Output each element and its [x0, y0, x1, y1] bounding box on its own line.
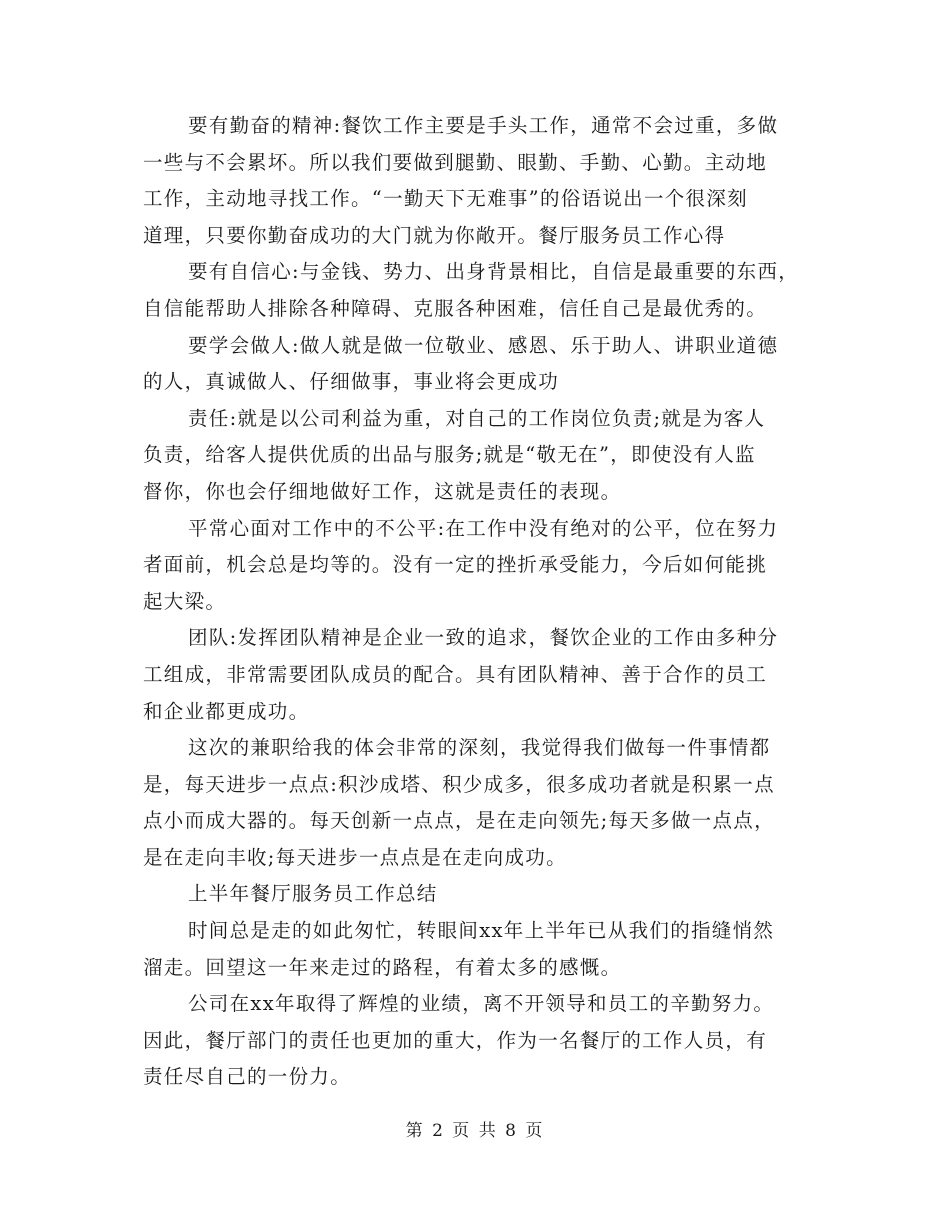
text-line: 者面前，机会总是均等的。没有一定的挫折承受能力，今后如何能挑 — [143, 553, 768, 577]
text-line: 因此，餐厅部门的责任也更加的重大，作为一名餐厅的工作人员，有 — [143, 1028, 768, 1052]
document-body — [143, 108, 823, 1096]
text-line: 公司在xx年取得了辉煌的业绩，离不开领导和员工的辛勤努力。 — [188, 992, 775, 1016]
text-line: 平常心面对工作中的不公平:在工作中没有绝对的公平，位在努力 — [188, 516, 779, 540]
text-line: 工作，主动地寻找工作。“一勤天下无难事”的俗语说出一个很深刻 — [143, 187, 748, 211]
text-line: 要有勤奋的精神:餐饮工作主要是手头工作，通常不会过重，多做 — [188, 114, 779, 137]
text-line: 是在走向丰收;每天进步一点点是在走向成功。 — [143, 845, 567, 869]
text-line: 点小而成大器的。每天创新一点点，是在走向领先;每天多做一点点， — [143, 809, 775, 833]
text-line: 要学会做人:做人就是做一位敬业、感恩、乐于助人、讲职业道德 — [188, 333, 779, 357]
text-line: 起大梁。 — [143, 589, 227, 613]
text-line: 督你，你也会仔细地做好工作，这就是责任的表现。 — [143, 479, 622, 503]
text-line: 责任:就是以公司利益为重，对自己的工作岗位负责;就是为客人 — [188, 406, 766, 430]
text-line: 工组成，非常需要团队成员的配合。具有团队精神、善于合作的员工 — [143, 662, 768, 686]
text-line: 的人，真诚做人、仔细做事，事业将会更成功 — [143, 370, 560, 394]
text-line: 这次的兼职给我的体会非常的深刻，我觉得我们做每一件事情都 — [188, 736, 771, 760]
text-line: 团队:发挥团队精神是企业一致的追求，餐饮企业的工作由多种分 — [188, 626, 779, 650]
text-line: 溜走。回望这一年来走过的路程，有着太多的感慨。 — [143, 955, 622, 979]
text-line: 一些与不会累坏。所以我们要做到腿勤、眼勤、手勤、心勤。主动地 — [143, 150, 768, 174]
text-line: 自信能帮助人排除各种障碍、克服各种困难，信任自己是最优秀的。 — [143, 296, 768, 320]
text-line: 是，每天进步一点点:积沙成塔、积少成多，很多成功者就是积累一点 — [143, 772, 775, 796]
text-line: 和企业都更成功。 — [143, 699, 310, 723]
text-line: 道理，只要你勤奋成功的大门就为你敞开。餐厅服务员工作心得 — [143, 223, 726, 247]
text-line: 负责，给客人提供优质的出品与服务;就是“敬无在”，即使没有人监 — [143, 443, 756, 467]
text-line: 时间总是走的如此匆忙，转眼间xx年上半年已从我们的指缝悄然 — [188, 919, 775, 943]
page-number-footer: 第 2 页 共 8 页 — [405, 1121, 545, 1141]
text-line: 责任尽自己的一份力。 — [143, 1065, 352, 1089]
section-heading: 上半年餐厅服务员工作总结 — [188, 882, 438, 906]
text-line: 要有自信心:与金钱、势力、出身背景相比，自信是最重要的东西， — [188, 260, 800, 284]
